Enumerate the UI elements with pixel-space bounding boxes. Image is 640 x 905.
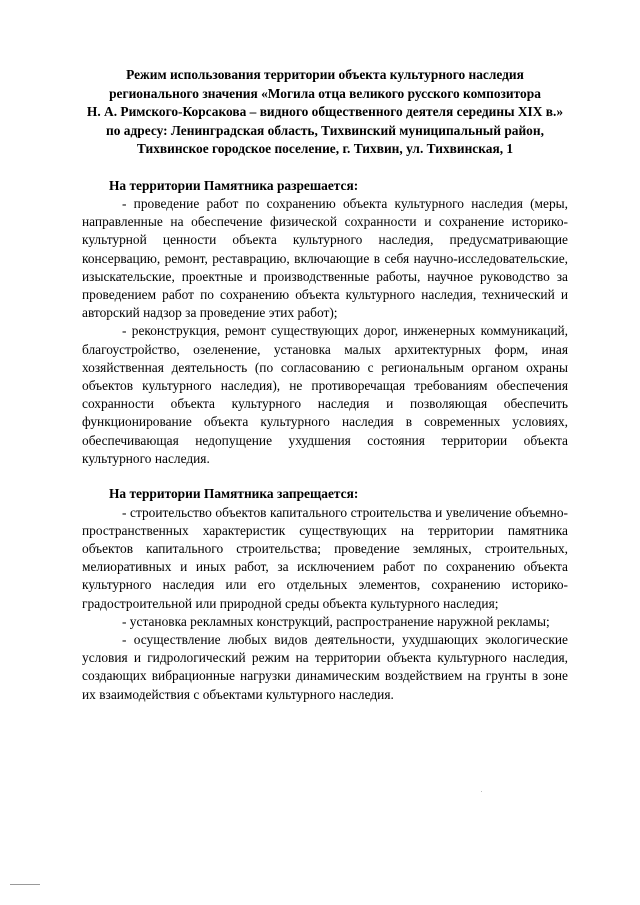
forbidden-section xyxy=(82,485,568,704)
allowed-section xyxy=(82,177,568,469)
title-line: Тихвинское городское поселение, г. Тихвин, ул. Тихвинская, 1 xyxy=(136,141,514,156)
title-line: Н. А. Римского-Корсакова – видного общественного деятеля середины XIX в.» xyxy=(86,104,564,119)
title-line: Режим использования территории объекта культурного наследия xyxy=(126,67,524,82)
document-title xyxy=(82,66,568,159)
allowed-heading: На территории Памятника разрешается: xyxy=(109,177,359,193)
forbidden-item: - осуществление любых видов деятельности, ухудшающих экологические условия и гидрологический режим на территории объекта культурного наследия, создающих вибрационные нагрузки динамическим воздействием на грунты в зоне их взаимодействия с объектами культурного наследия. xyxy=(82,631,568,702)
forbidden-item: - установка рекламных конструкций, распространение наружной рекламы; xyxy=(122,613,550,629)
allowed-item: - реконструкция, ремонт существующих дорог, инженерных коммуникаций, благоустройство, озеленение, установка малых архитектурных форм, иная хозяйственная деятельность (по согласованию с региональным органом охраны объектов культурного наследия), не противоречащая требованиям обеспечения сохранности объекта культурного наследия и позволяющая обеспечить функционирование объекта культурного наследия в современных условиях, обеспечивающая недопущение ухудшения состояния территории объекта культурного наследия. xyxy=(82,323,568,466)
title-line: регионального значения «Могила отца великого русского композитора xyxy=(109,85,541,101)
allowed-item: - проведение работ по сохранению объекта культурного наследия (меры, направленные на обеспечение физической сохранности и сохранение историко-культурной ценности объекта культурного наследия, предусматривающие консервацию, ремонт, реставрацию, включающие в себя научно-исследовательские, изыскательские, проектные и производственные работы, научное руководство за проведением работ по сохранению объекта культурного наследия, технический и авторский надзор за проведение этих работ); xyxy=(82,196,568,321)
document-page xyxy=(82,0,568,704)
forbidden-heading: На территории Памятника запрещается: xyxy=(109,486,359,502)
forbidden-item: - строительство объектов капитального строительства и увеличение объемно-пространственных характеристик существующих на территории памятника объектов капитального строительства; проведение земляных, строительных, мелиоративных и иных работ, за исключением работ по сохранению объекта культурного наследия или его отдельных элементов, сохранению историко-градостроительной или природной среды объекта культурного наследия; xyxy=(82,504,568,611)
scan-artifact xyxy=(481,791,482,792)
scan-artifact-line xyxy=(10,884,40,885)
title-line: по адресу: Ленинградская область, Тихвинский муниципальный район, xyxy=(106,122,544,138)
